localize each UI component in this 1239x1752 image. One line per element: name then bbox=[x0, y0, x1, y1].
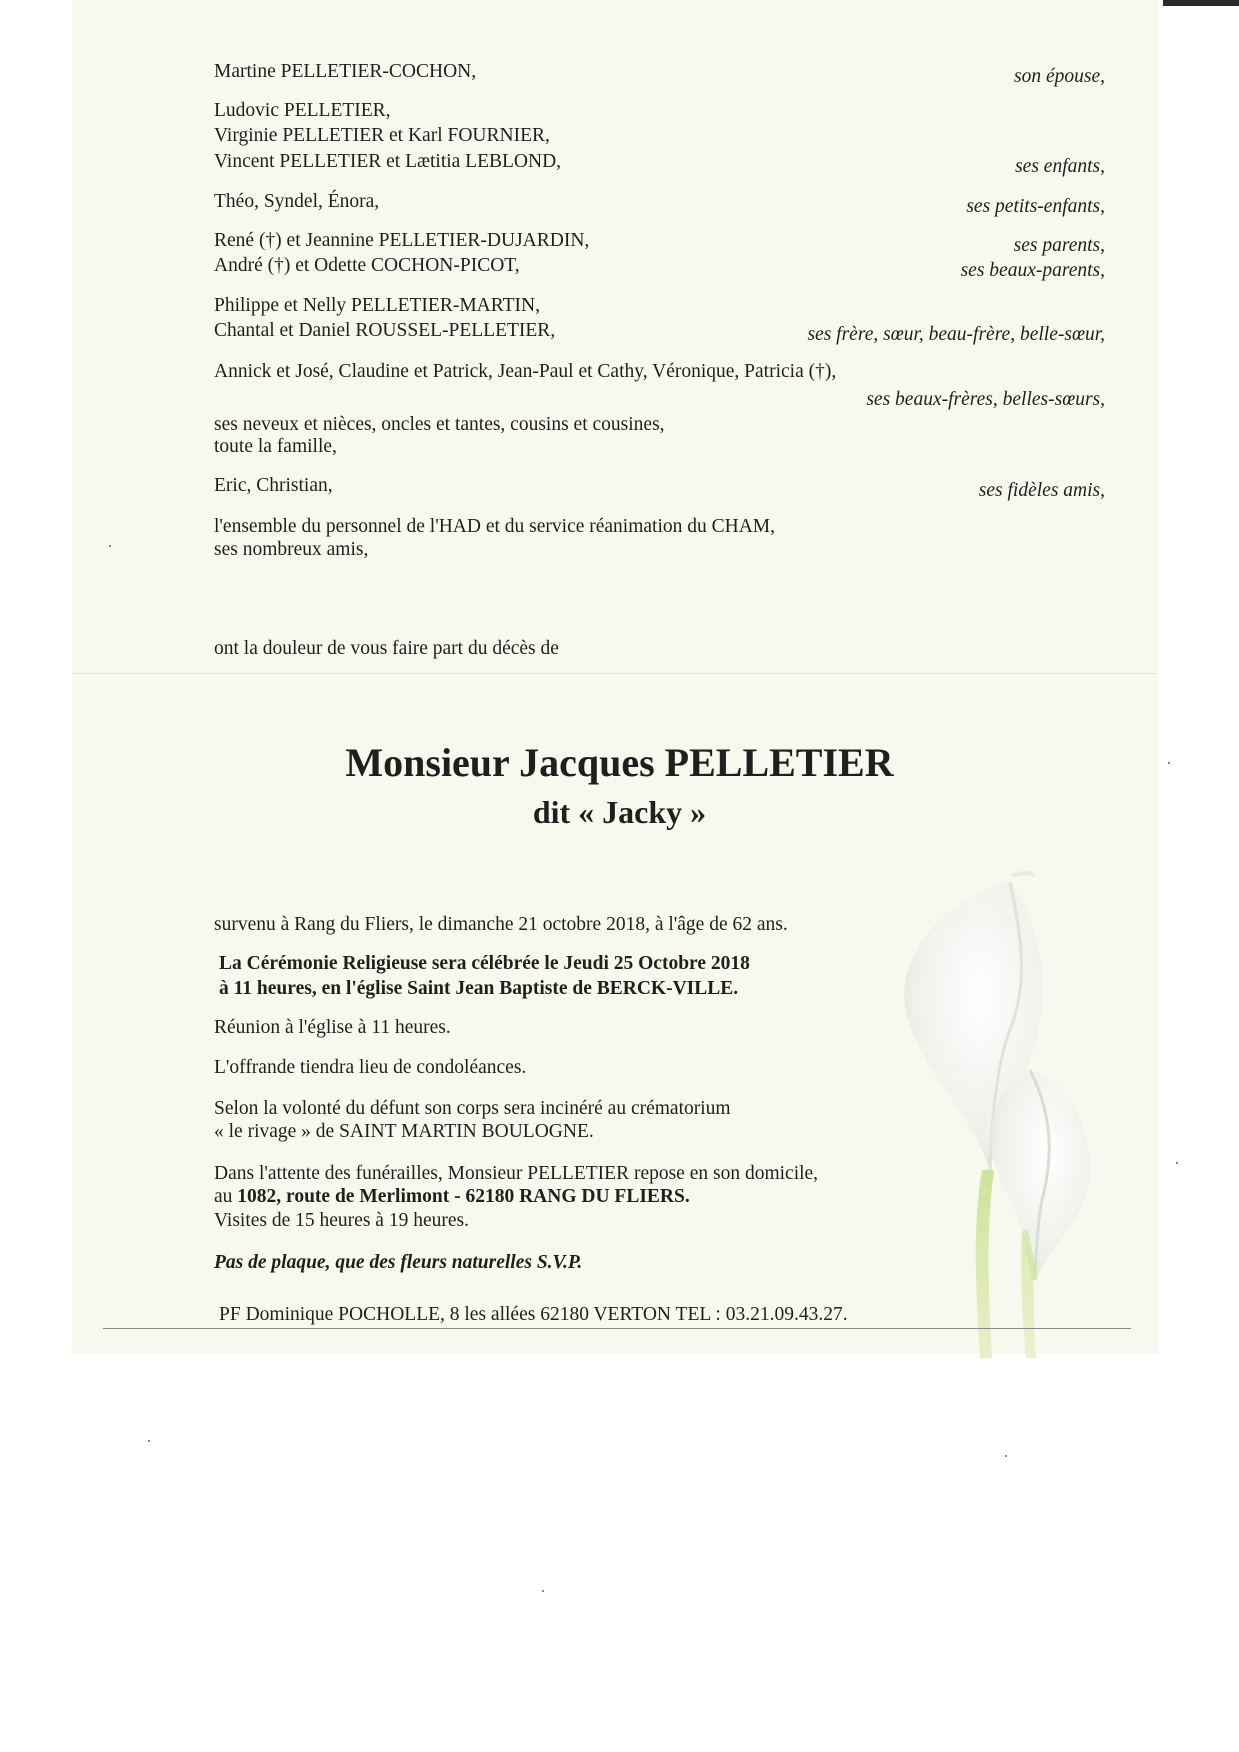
family-line-1: Martine PELLETIER-COCHON, bbox=[214, 61, 477, 82]
family-role-spouse: son épouse, bbox=[1014, 66, 1105, 87]
family-line-2: Ludovic PELLETIER, bbox=[214, 100, 391, 121]
family-role-parents: ses parents, bbox=[1013, 235, 1105, 256]
family-role-siblings-in-law: ses beaux-frères, belles-sœurs, bbox=[866, 389, 1105, 410]
family-role-children: ses enfants, bbox=[1015, 156, 1105, 177]
footer-rule bbox=[103, 1328, 1131, 1329]
scan-speck bbox=[1005, 1455, 1007, 1457]
family-line-6: René (†) et Jeannine PELLETIER-DUJARDIN, bbox=[214, 230, 590, 251]
scan-edge-mark bbox=[1163, 0, 1239, 6]
offering-note: L'offrande tiendra lieu de condoléances. bbox=[214, 1057, 527, 1078]
family-line-3: Virginie PELLETIER et Karl FOURNIER, bbox=[214, 125, 550, 146]
card-fold bbox=[72, 673, 1158, 674]
family-line-4: Vincent PELLETIER et Lætitia LEBLOND, bbox=[214, 151, 562, 172]
family-line-11: ses neveux et nièces, oncles et tantes, cousins et cousines, bbox=[214, 414, 665, 435]
rest-line-2-prefix: au bbox=[214, 1186, 238, 1207]
family-line-15: ses nombreux amis, bbox=[214, 539, 369, 560]
family-line-14: l'ensemble du personnel de l'HAD et du service réanimation du CHAM, bbox=[214, 516, 776, 537]
family-line-7: André (†) et Odette COCHON-PICOT, bbox=[214, 255, 520, 276]
family-role-siblings: ses frère, sœur, beau-frère, belle-sœur, bbox=[807, 324, 1105, 345]
ceremony-line-1: La Cérémonie Religieuse sera célébrée le Jeudi 25 Octobre 2018 bbox=[219, 953, 750, 974]
cremation-line-1: Selon la volonté du défunt son corps sera incinéré au crématorium bbox=[214, 1098, 731, 1119]
funeral-home-footer: PF Dominique POCHOLLE, 8 les allées 62180 VERTON TEL : 03.21.09.43.27. bbox=[219, 1304, 848, 1325]
family-line-12: toute la famille, bbox=[214, 436, 337, 457]
rest-line-2 bbox=[214, 1185, 690, 1208]
family-line-8: Philippe et Nelly PELLETIER-MARTIN, bbox=[214, 295, 540, 316]
calla-lily-illustration bbox=[880, 870, 1120, 1360]
flowers-request: Pas de plaque, que des fleurs naturelles S.V.P. bbox=[214, 1252, 583, 1273]
rest-line-1: Dans l'attente des funérailles, Monsieur PELLETIER repose en son domicile, bbox=[214, 1163, 819, 1184]
death-notice: survenu à Rang du Fliers, le dimanche 21 octobre 2018, à l'âge de 62 ans. bbox=[214, 914, 788, 935]
family-role-grandchildren: ses petits-enfants, bbox=[966, 196, 1105, 217]
church-meeting: Réunion à l'église à 11 heures. bbox=[214, 1017, 451, 1038]
deceased-nickname: dit « Jacky » bbox=[532, 794, 707, 830]
family-line-5: Théo, Syndel, Énora, bbox=[214, 191, 380, 212]
visiting-hours: Visites de 15 heures à 19 heures. bbox=[214, 1210, 469, 1231]
deceased-name: Monsieur Jacques PELLETIER bbox=[345, 740, 894, 785]
family-line-10: Annick et José, Claudine et Patrick, Jean-Paul et Cathy, Véronique, Patricia (†), bbox=[214, 361, 837, 382]
home-address: 1082, route de Merlimont - 62180 RANG DU FLIERS. bbox=[237, 1186, 690, 1207]
scan-speck bbox=[109, 545, 111, 547]
family-line-9: Chantal et Daniel ROUSSEL-PELLETIER, bbox=[214, 320, 556, 341]
ceremony-line-2: à 11 heures, en l'église Saint Jean Baptiste de BERCK-VILLE. bbox=[219, 978, 739, 999]
scan-speck bbox=[542, 1590, 544, 1592]
scan-speck bbox=[1176, 1162, 1178, 1164]
scan-speck bbox=[148, 1440, 150, 1442]
family-role-parents-in-law: ses beaux-parents, bbox=[960, 260, 1105, 281]
announcement-intro: ont la douleur de vous faire part du décès de bbox=[214, 638, 559, 659]
cremation-line-2: « le rivage » de SAINT MARTIN BOULOGNE. bbox=[214, 1121, 594, 1142]
family-line-13: Eric, Christian, bbox=[214, 475, 333, 496]
scan-speck bbox=[1168, 762, 1170, 764]
family-role-friends: ses fidèles amis, bbox=[978, 480, 1105, 501]
